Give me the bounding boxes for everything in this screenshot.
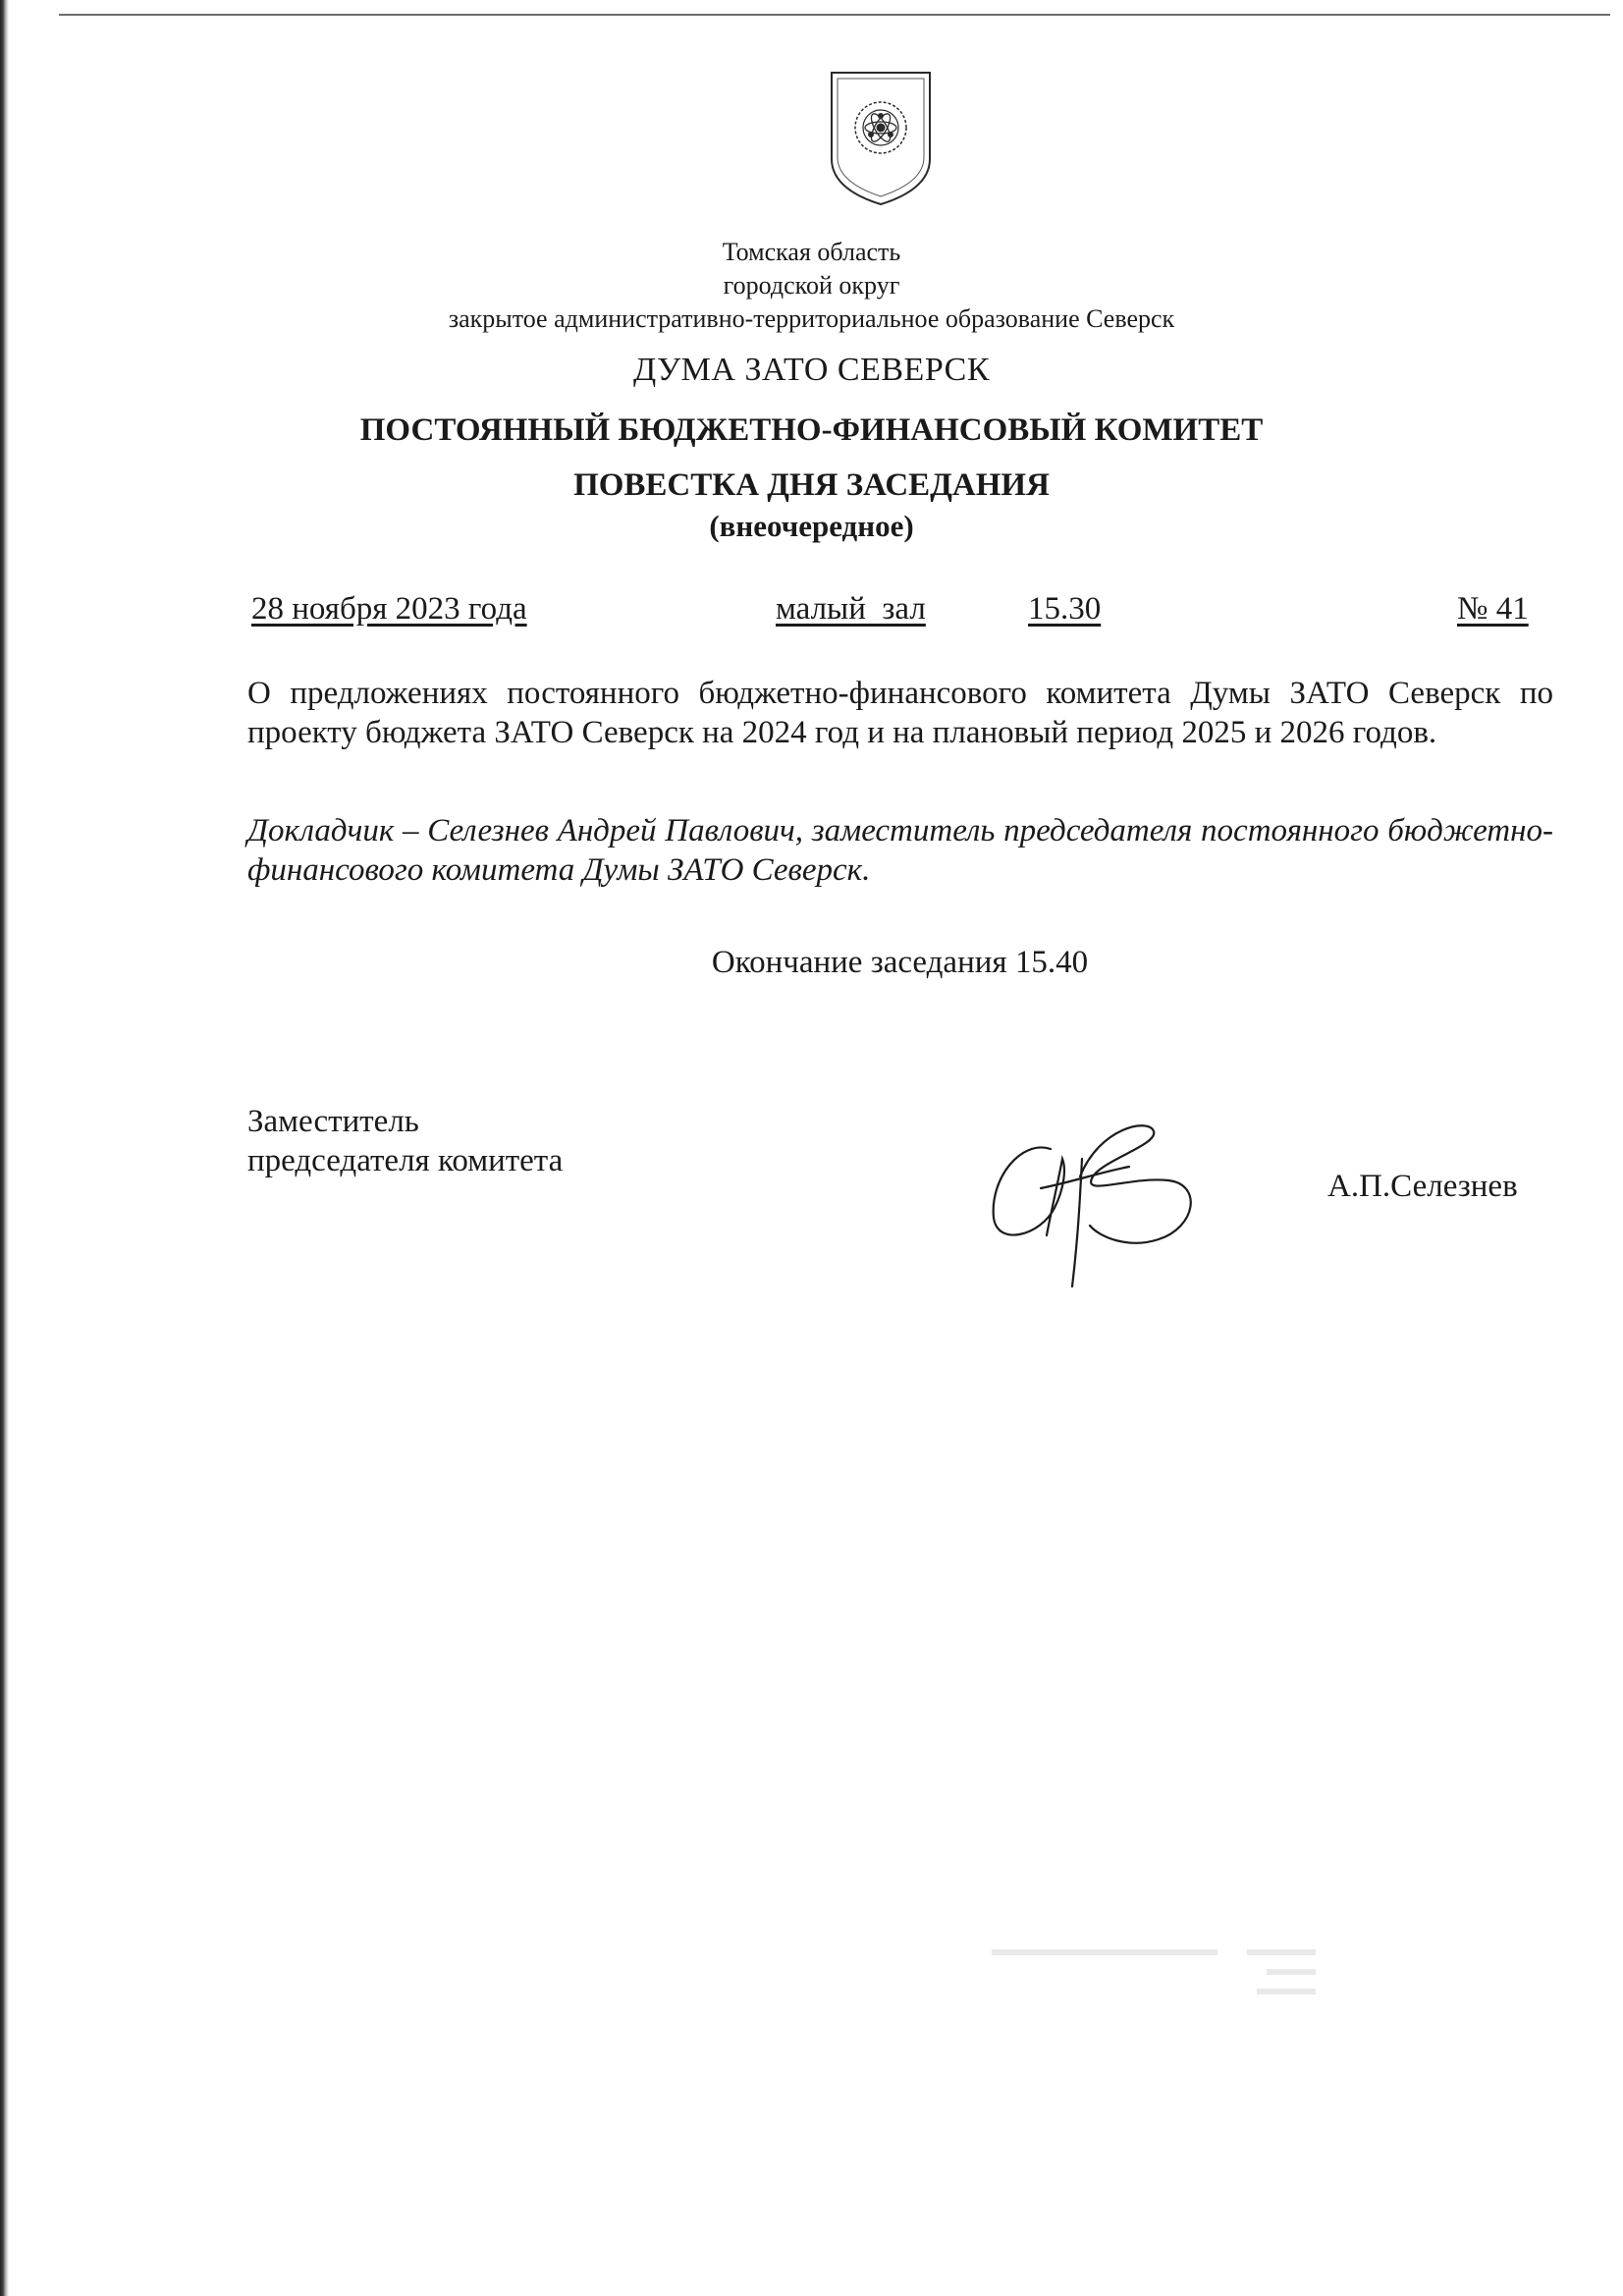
council-name: ДУМА ЗАТО СЕВЕРСК bbox=[632, 352, 990, 388]
meeting-location: малый зал bbox=[776, 591, 926, 627]
signatory-name: А.П.Селезнев bbox=[1327, 1169, 1518, 1204]
agenda-speaker: Докладчик – Селезнев Андрей Павлович, заместитель председателя постоянного бюджетно-финансового комитета Думы ЗАТО Северск. bbox=[247, 813, 1553, 888]
header-region: Томская область bbox=[722, 238, 901, 266]
document-title: ПОВЕСТКА ДНЯ ЗАСЕДАНИЯ bbox=[573, 467, 1050, 503]
meeting-date: 28 ноября 2023 года bbox=[251, 591, 527, 627]
handwritten-signature bbox=[982, 1120, 1217, 1296]
meeting-end: Окончание заседания 15.40 bbox=[711, 945, 1089, 980]
meeting-number: № 41 bbox=[1457, 591, 1529, 627]
agenda-item: О предложениях постоянного бюджетно-финансового комитета Думы ЗАТО Северск по проекту бюджета ЗАТО Северск на 2024 год и на плановый период 2025 и 2026 годов. bbox=[247, 676, 1553, 750]
meeting-time: 15.30 bbox=[1028, 591, 1102, 627]
header-district: городской округ bbox=[723, 271, 900, 300]
scan-top-line bbox=[59, 14, 1610, 16]
coat-of-arms-icon bbox=[828, 69, 934, 206]
show-through-ghost bbox=[992, 1940, 1325, 2008]
signatory-position-line1: Заместитель bbox=[247, 1104, 419, 1139]
scan-edge bbox=[0, 0, 9, 2296]
signatory-position-line2: председателя комитета bbox=[247, 1143, 564, 1178]
committee-name: ПОСТОЯННЫЙ БЮДЖЕТНО-ФИНАНСОВЫЙ КОМИТЕТ bbox=[359, 412, 1264, 448]
document-subtitle: (внеочередное) bbox=[709, 509, 914, 543]
header-entity: закрытое административно-территориальное образование Северск bbox=[448, 304, 1175, 333]
